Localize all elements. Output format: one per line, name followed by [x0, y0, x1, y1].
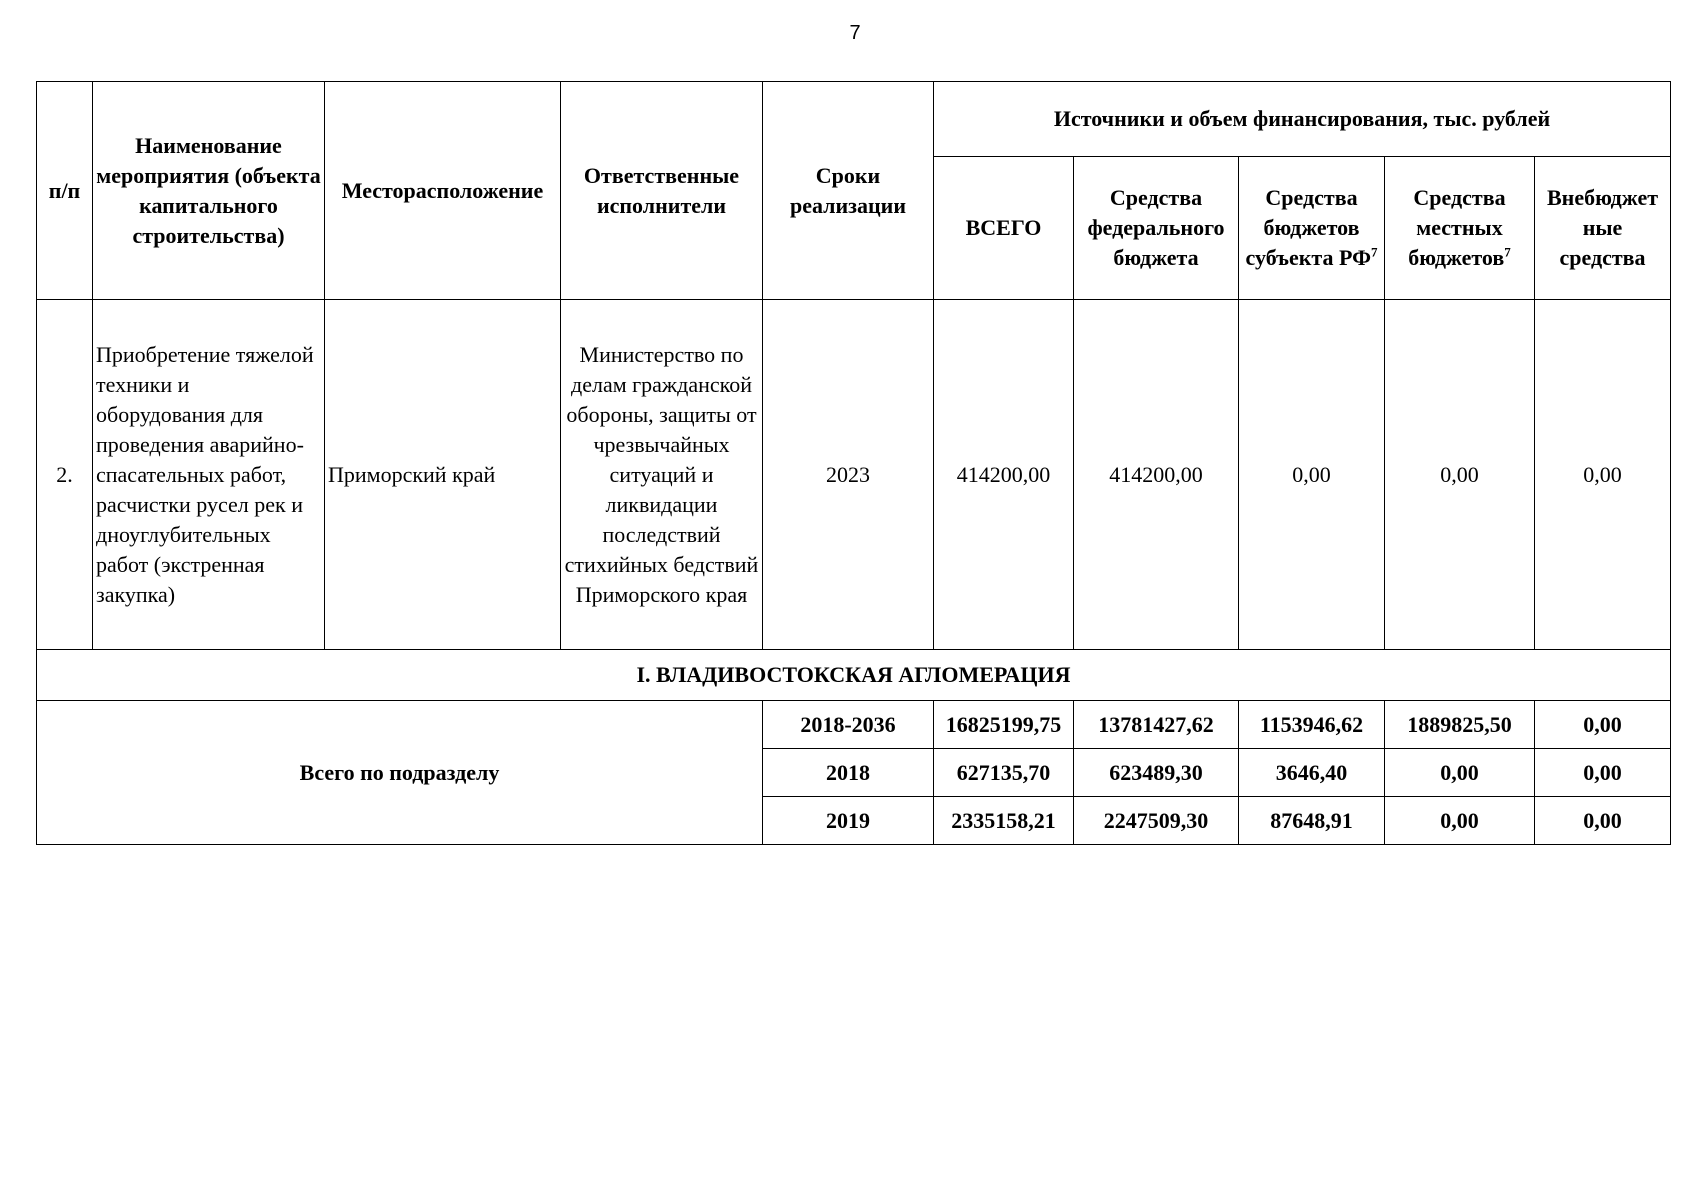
header-subject: [1239, 157, 1385, 300]
summary-federal: 2247509,30: [1074, 797, 1239, 845]
header-location: Месторасположение: [325, 82, 561, 300]
summary-subject: 1153946,62: [1239, 701, 1385, 749]
item-local: 0,00: [1385, 300, 1535, 650]
summary-total: 2335158,21: [934, 797, 1074, 845]
footnote-mark: 7: [1504, 244, 1511, 260]
summary-period: 2018: [763, 749, 934, 797]
financing-table: [36, 81, 1671, 845]
summary-federal: 623489,30: [1074, 749, 1239, 797]
item-federal: 414200,00: [1074, 300, 1239, 650]
summary-period: 2019: [763, 797, 934, 845]
summary-total: 627135,70: [934, 749, 1074, 797]
header-federal: Средства федерального бюджета: [1074, 157, 1239, 300]
header-subject-text: Средства бюджетов субъекта РФ: [1245, 185, 1371, 270]
section-title: I. ВЛАДИВОСТОКСКАЯ АГЛОМЕРАЦИЯ: [37, 650, 1671, 701]
header-extra: Внебюджет ные средства: [1535, 157, 1671, 300]
footnote-mark: 7: [1370, 244, 1378, 260]
summary-row: [37, 701, 1671, 749]
item-executors: Министерство по делам гражданской обороны, защиты от чрезвычайных ситуаций и ликвидации последствий стихийных бедствий Приморского края: [561, 300, 763, 650]
item-extra: 0,00: [1535, 300, 1671, 650]
summary-federal: 13781427,62: [1074, 701, 1239, 749]
header-num: п/п: [37, 82, 93, 300]
summary-local: 0,00: [1385, 797, 1535, 845]
header-total: ВСЕГО: [934, 157, 1074, 300]
item-location: Приморский край: [325, 300, 561, 650]
header-name: Наименование мероприятия (объекта капитального строительства): [93, 82, 325, 300]
summary-subject: 3646,40: [1239, 749, 1385, 797]
header-row-1: [37, 82, 1671, 157]
header-terms: Сроки реализации: [763, 82, 934, 300]
summary-total: 16825199,75: [934, 701, 1074, 749]
item-terms: 2023: [763, 300, 934, 650]
table-row: [37, 300, 1671, 650]
header-local: [1385, 157, 1535, 300]
summary-period: 2018-2036: [763, 701, 934, 749]
item-num: 2.: [37, 300, 93, 650]
section-row: [37, 650, 1671, 701]
item-total: 414200,00: [934, 300, 1074, 650]
item-subject: 0,00: [1239, 300, 1385, 650]
summary-extra: 0,00: [1535, 749, 1671, 797]
summary-local: 0,00: [1385, 749, 1535, 797]
header-local-text: Средства местных бюджетов: [1408, 185, 1506, 270]
summary-local: 1889825,50: [1385, 701, 1535, 749]
summary-subject: 87648,91: [1239, 797, 1385, 845]
item-name: Приобретение тяжелой техники и оборудования для проведения аварийно-спасательных работ, расчистки русел рек и дноуглубительных работ (экстренная закупка): [93, 300, 325, 650]
header-executors: Ответственные исполнители: [561, 82, 763, 300]
page-number: 7: [849, 22, 861, 44]
summary-extra: 0,00: [1535, 797, 1671, 845]
header-financing-group: Источники и объем финансирования, тыс. рублей: [934, 82, 1671, 157]
summary-extra: 0,00: [1535, 701, 1671, 749]
summary-label: Всего по подразделу: [37, 701, 763, 845]
